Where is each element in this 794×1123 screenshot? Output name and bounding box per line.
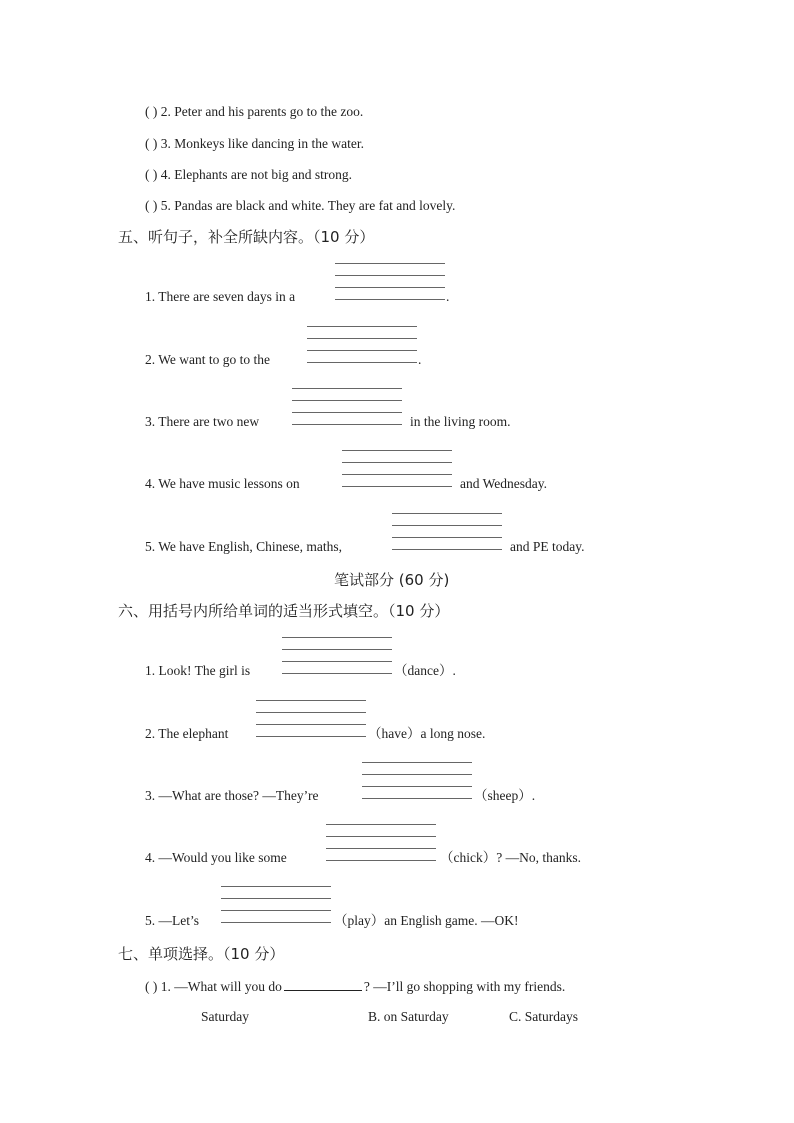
choice-item-1 xyxy=(145,978,565,995)
listen-item-1-tail: . xyxy=(446,289,450,304)
listen-item-5-text: 5. We have English, Chinese, maths, xyxy=(145,539,343,554)
judge-item-3: ( ) 3. Monkeys like dancing in the water. xyxy=(145,136,364,151)
choice-option-b: B. on Saturday xyxy=(368,1009,449,1024)
listen-item-4-text: 4. We have music lessons on xyxy=(145,476,300,491)
listen-item-2-text: 2. We want to go to the xyxy=(145,352,271,367)
section-6-title: 六、用括号内所给单词的适当形式填空。（10 分） xyxy=(118,602,450,620)
judge-item-4: ( ) 4. Elephants are not big and strong. xyxy=(145,167,352,182)
listen-item-5-tail: and PE today. xyxy=(510,539,585,554)
fill-item-1-text: 1. Look! The girl is xyxy=(145,663,251,678)
listen-item-4-tail: and Wednesday. xyxy=(460,476,548,491)
fill-item-3-text: 3. —What are those? —They’re xyxy=(145,788,319,803)
fill-item-5-text: 5. —Let’s xyxy=(145,913,199,928)
fill-item-2-tail: （have）a long nose. xyxy=(368,726,486,741)
choice-item-1-tail: ? —I’ll go shopping with my friends. xyxy=(363,979,566,994)
written-part-heading: 笔试部分 (60 分) xyxy=(334,571,450,589)
fill-item-4-text: 4. —Would you like some xyxy=(145,850,287,865)
section-7-title: 七、单项选择。（10 分） xyxy=(118,945,285,963)
fill-item-5-tail: （play）an English game. —OK! xyxy=(334,913,519,928)
section-5-title: 五、听句子，补全所缺内容。（10 分） xyxy=(118,228,375,246)
choice-item-1-text: ( ) 1. —What will you do xyxy=(145,979,282,994)
fill-item-3-tail: （sheep）. xyxy=(474,788,536,803)
fill-item-4-tail: （chick）? —No, thanks. xyxy=(440,850,581,865)
listen-item-3-text: 3. There are two new xyxy=(145,414,260,429)
choice-item-1-blank[interactable] xyxy=(284,978,362,991)
fill-item-1-tail: （dance）. xyxy=(394,663,456,678)
fill-item-2-text: 2. The elephant xyxy=(145,726,229,741)
judge-item-5: ( ) 5. Pandas are black and white. They are fat and lovely. xyxy=(145,198,456,213)
listen-item-2-tail: . xyxy=(418,352,422,367)
listen-item-1-text: 1. There are seven days in a xyxy=(145,289,296,304)
listen-item-3-tail: in the living room. xyxy=(410,414,511,429)
choice-option-a: Saturday xyxy=(201,1009,249,1024)
judge-item-2: ( ) 2. Peter and his parents go to the zoo. xyxy=(145,104,364,119)
choice-option-c: C. Saturdays xyxy=(509,1009,578,1024)
